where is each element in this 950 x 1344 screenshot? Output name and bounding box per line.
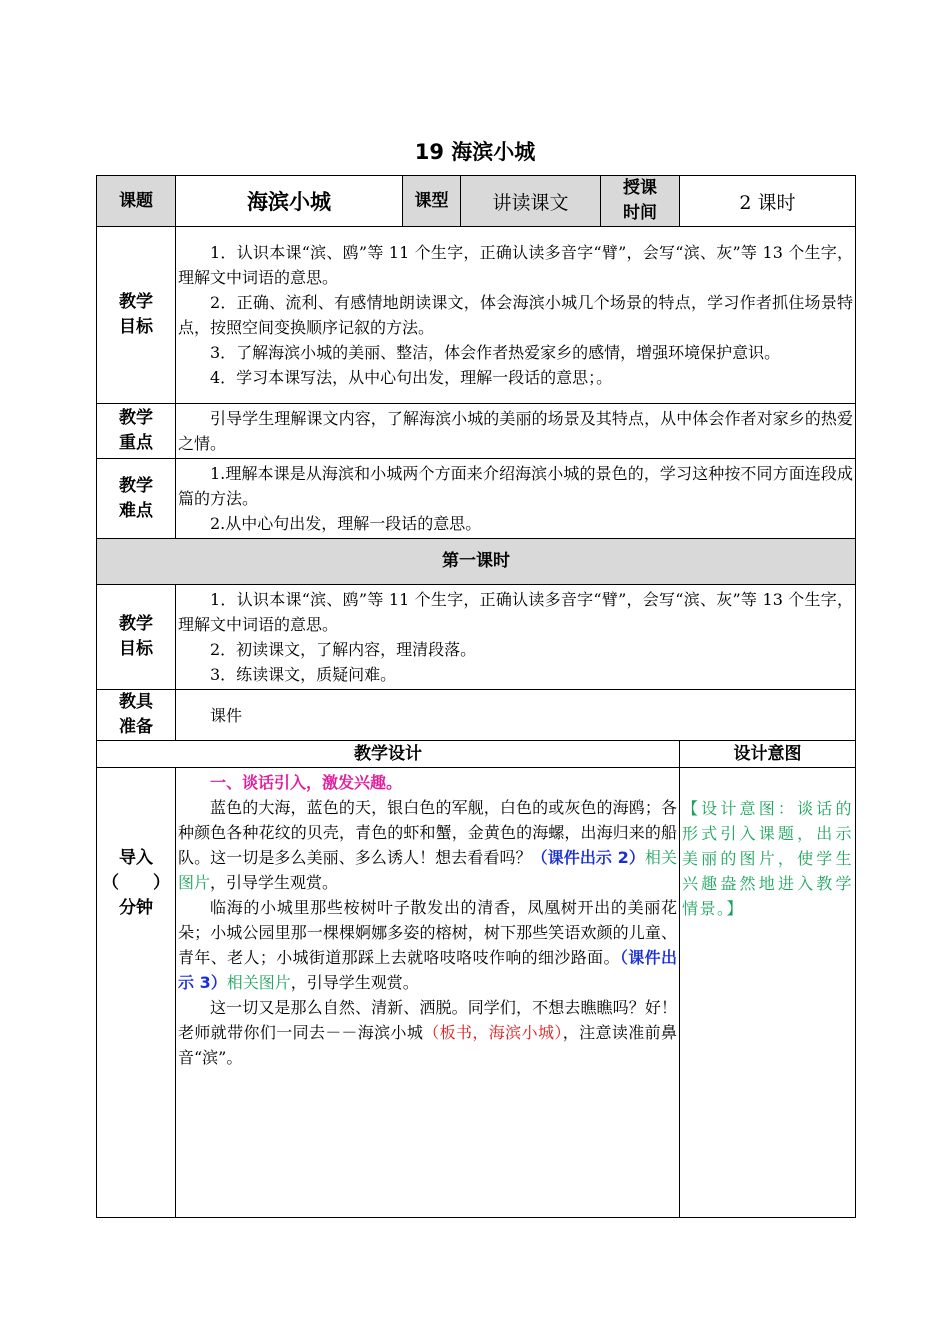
period-goal-3: 3．练读课文，质疑问难。 bbox=[210, 665, 397, 684]
hours-value: 2 课时 bbox=[680, 176, 856, 227]
overall-goals-label-line2: 目标 bbox=[119, 317, 153, 337]
paragraph-2 bbox=[178, 895, 677, 995]
type-label: 课型 bbox=[403, 176, 461, 227]
paragraph-1-end: ，引导学生观赏。 bbox=[210, 873, 339, 892]
board-note: （板书，海滨小城） bbox=[423, 1023, 563, 1042]
key-points-label-line2: 重点 bbox=[119, 433, 153, 453]
overall-goals-row bbox=[97, 227, 856, 404]
overall-goals-label bbox=[97, 227, 176, 404]
overall-goal-2: 2．正确、流利、有感情地朗读课文，体会海滨小城几个场景的特点，学习作者抓住场景特点，按照空间变换顺序记叙的方法。 bbox=[178, 293, 853, 337]
hours-label-line1: 授课 bbox=[623, 178, 657, 198]
key-points-label-line1: 教学 bbox=[119, 408, 153, 428]
tools-text: 课件 bbox=[210, 705, 243, 725]
key-points-row bbox=[97, 404, 856, 459]
courseware-note-3: （课件出示 3） bbox=[178, 948, 677, 992]
step-label bbox=[97, 768, 176, 1218]
period-goals-label bbox=[97, 585, 176, 690]
key-points-content bbox=[176, 404, 856, 459]
related-images-2: 相关图片 bbox=[226, 973, 291, 992]
step-label-line2: （ ） bbox=[102, 873, 170, 893]
intent-content: 【设计意图：谈话的形式引入课题，出示美丽的图片，使学生兴趣盎然地进入教学情景。】 bbox=[680, 768, 856, 1218]
section-title: 一、谈话引入，激发兴趣。 bbox=[210, 773, 403, 792]
overall-goal-1: 1．认识本课“滨、鸥”等 11 个生字，正确认读多音字“臂”，会写“滨、灰”等 13 个生字，理解文中词语的意思。 bbox=[178, 243, 853, 287]
related-images-1: 相关图片 bbox=[178, 848, 677, 892]
topic-value: 海滨小城 bbox=[176, 176, 403, 227]
intent-header: 设计意图 bbox=[680, 741, 856, 768]
difficulty-label-line2: 难点 bbox=[119, 500, 153, 521]
period-goals-row bbox=[97, 585, 856, 690]
overall-goal-4: 4．学习本课写法，从中心句出发，理解一段话的意思；。 bbox=[210, 368, 613, 387]
tools-label-line2: 准备 bbox=[119, 717, 153, 737]
design-header: 教学设计 bbox=[97, 741, 680, 768]
paragraph-3 bbox=[178, 995, 677, 1070]
tools-label bbox=[97, 690, 176, 741]
paragraph-3-end: ，注意读准前鼻音“滨”。 bbox=[178, 1023, 677, 1067]
key-points-text: 引导学生理解课文内容，了解海滨小城的美丽的场景及其特点，从中体会作者对家乡的热爱之情。 bbox=[178, 409, 853, 453]
hours-label bbox=[601, 176, 680, 227]
period-goal-1: 1．认识本课“滨、鸥”等 11 个生字，正确认读多音字“臂”，会写“滨、灰”等 13 个生字，理解文中词语的意思。 bbox=[178, 590, 853, 634]
difficulty-content bbox=[176, 459, 856, 539]
difficulty-label bbox=[97, 459, 176, 539]
paragraph-3-text: 这一切又是那么自然、清新、洒脱。同学们，不想去瞧瞧吗？好！老师就带你们一同去－－海滨小城 bbox=[178, 998, 677, 1042]
period-goals-content bbox=[176, 585, 856, 690]
step-row bbox=[97, 768, 856, 1218]
step-label-line1: 导入 bbox=[119, 848, 153, 868]
overall-goals-content bbox=[176, 227, 856, 404]
page-title: 19 海滨小城 bbox=[414, 140, 536, 164]
topic-label: 课题 bbox=[97, 176, 176, 227]
tools-content bbox=[176, 690, 856, 741]
type-value: 讲读课文 bbox=[461, 176, 601, 227]
hours-label-line2: 时间 bbox=[623, 203, 657, 223]
difficulty-2: 2.从中心句出发，理解一段话的意思。 bbox=[210, 514, 482, 533]
period-goal-2: 2．初读课文，了解内容，理清段落。 bbox=[210, 640, 477, 659]
tools-label-line1: 教具 bbox=[119, 692, 153, 712]
tools-row bbox=[97, 690, 856, 741]
difficulty-row bbox=[97, 459, 856, 539]
period-goals-label-line1: 教学 bbox=[119, 614, 153, 634]
design-header-row bbox=[97, 741, 856, 768]
lesson-plan-table bbox=[96, 175, 856, 1218]
difficulty-1: 1.理解本课是从海滨和小城两个方面来介绍海滨小城的景色的，学习这种按不同方面连段成篇的方法。 bbox=[178, 464, 853, 508]
courseware-note-2: （课件出示 2） bbox=[531, 848, 645, 867]
paragraph-2-text: 临海的小城里那些桉树叶子散发出的清香，凤凰树开出的美丽花朵；小城公园里那一棵棵婀娜多姿的榕树，树下那些笑语欢颜的儿童、青年、老人；小城街道那踩上去就咯吱咯吱作响的细沙路面。 bbox=[178, 898, 677, 967]
difficulty-label-line1: 教学 bbox=[119, 475, 153, 496]
header-row bbox=[97, 176, 856, 227]
period-goals-label-line2: 目标 bbox=[119, 639, 153, 659]
period-heading: 第一课时 bbox=[97, 539, 856, 585]
step-content bbox=[176, 768, 680, 1218]
overall-goal-3: 3．了解海滨小城的美丽、整洁，体会作者热爱家乡的感情，增强环境保护意识。 bbox=[210, 343, 781, 362]
paragraph-1 bbox=[178, 795, 677, 895]
period-heading-row bbox=[97, 539, 856, 585]
step-label-line3: 分钟 bbox=[119, 898, 153, 918]
paragraph-1-text: 蓝色的大海，蓝色的天，银白色的军舰，白色的或灰色的海鸥；各种颜色各种花纹的贝壳，青色的虾和蟹，金黄色的海螺，出海归来的船队。这一切是多么美丽、多么诱人！想去看看吗？ bbox=[178, 798, 677, 867]
key-points-label bbox=[97, 404, 176, 459]
paragraph-2-end: ，引导学生观赏。 bbox=[290, 973, 419, 992]
overall-goals-label-line1: 教学 bbox=[119, 292, 153, 312]
